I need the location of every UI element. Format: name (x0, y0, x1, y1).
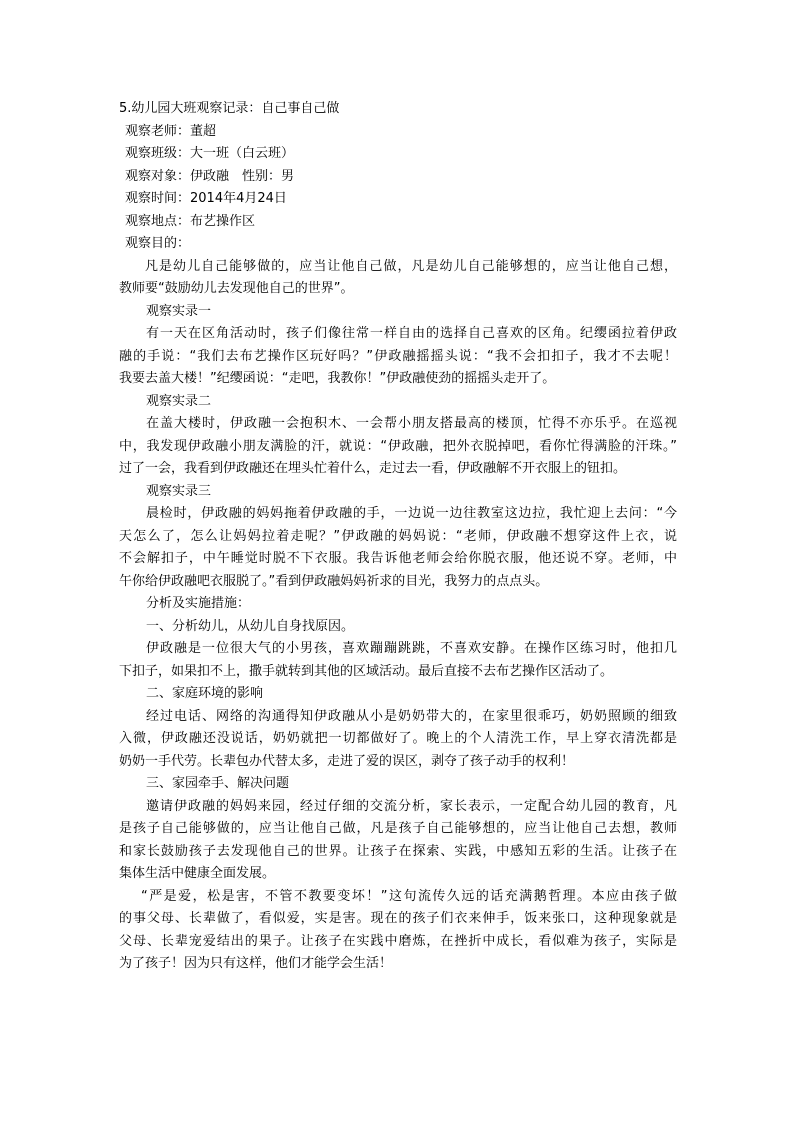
record-3-line: 不会解扣子，中午睡觉时脱不下衣服。我告诉他老师会给你脱衣服，他还说不穿。老师，中 (119, 551, 677, 566)
closing-line: “严是爱，松是害，不管不教要变坏！”这句流传久远的话充满鹅哲理。本应由孩子做 (141, 888, 677, 904)
closing-line: 为了孩子！因为只有这样，他们才能学会生活！ (119, 956, 393, 971)
record-1-line: 我要去盖大楼！”纪缨函说：“走吧，我教你！”伊政融使劲的摇摇头走开了。 (119, 371, 556, 386)
section-2-heading: 二、家庭环境的影响 (146, 686, 264, 701)
section-3-line: 是孩子自己能够做的，应当让他自己做，凡是孩子自己能够想的，应当让他自己去想，教师 (119, 821, 677, 836)
record-2-line: 过了一会，我看到伊政融还在埋头忙着什么，走过去一看，伊政融解不开衣服上的钮扣。 (119, 461, 627, 476)
record-2-heading: 观察实录二 (146, 393, 212, 409)
record-3-line: 午你给伊政融吧衣服脱了。”看到伊政融妈妈祈求的目光，我努力的点点头。 (119, 573, 549, 589)
measures-heading: 分析及实施措施： (146, 596, 251, 611)
section-3-line: 和家长鼓励孩子去发现他自己的世界。让孩子在探索、实践，中感知五彩的生活。让孩子在 (119, 843, 677, 859)
section-2-line: 入微，伊政融还没说话，奶奶就把一切都做好了。晚上的个人清洗工作，早上穿衣清洗都是 (119, 731, 677, 746)
section-3-heading: 三、家园牵手、解决问题 (146, 776, 290, 791)
observer-teacher: 观察老师：董超 (125, 123, 217, 139)
record-3-line: 天怎么了，怎么让妈妈拉着走呢？”伊政融的妈妈说：“老师，伊政融不想穿这件上衣，说 (119, 528, 677, 544)
section-3-line: 邀请伊政融的妈妈来园，经过仔细的交流分析，家长表示，一定配合幼儿园的教育，凡 (146, 798, 677, 814)
purpose-line: 教师要“鼓励幼儿去发现他自己的世界”。 (119, 281, 354, 296)
record-3-line: 晨检时，伊政融的妈妈拖着伊政融的手，一边说一边往教室这边拉，我忙迎上去问：“今 (146, 506, 677, 521)
observation-location: 观察地点：布艺操作区 (125, 213, 256, 229)
observation-date: 观察时间：2014年4月24日 (125, 191, 287, 206)
observed-class: 观察班级：大一班（白云班） (125, 146, 295, 161)
record-3-heading: 观察实录三 (146, 483, 212, 499)
closing-line: 的事父母、长辈做了，看似爱，实是害。现在的孩子们衣来伸手，饭来张口，这种现象就是 (119, 911, 677, 926)
section-2-line: 奶奶一手代劳。长辈包办代替太多，走进了爱的误区，剥夺了孩子动手的权利！ (119, 753, 575, 769)
record-2-line: 在盖大楼时，伊政融一会抱积木、一会帮小朋友搭最高的楼顶，忙得不亦乐乎。在巡视 (146, 416, 677, 431)
section-2-line: 经过电话、网络的沟通得知伊政融从小是奶奶带大的，在家里很乖巧，奶奶照顾的细致 (146, 708, 677, 724)
purpose-line: 凡是幼儿自己能够做的，应当让他自己做，凡是幼儿自己能够想的，应当让他自己想， (145, 258, 677, 274)
record-1-heading: 观察实录一 (146, 303, 212, 319)
document-page (119, 98, 677, 976)
record-2-line: 中，我发现伊政融小朋友满脸的汗，就说：“伊政融，把外衣脱掉吧，看你忙得满脸的汗珠。” (119, 438, 677, 454)
observed-child: 观察对象：伊政融 性别：男 (125, 168, 295, 184)
section-1-heading: 一、分析幼儿，从幼儿自身找原因。 (146, 618, 355, 634)
observation-purpose-label: 观察目的： (125, 236, 191, 251)
closing-line: 父母、长辈宠爱结出的果子。让孩子在实践中磨炼，在挫折中成长，看似难为孩子，实际是 (119, 933, 677, 949)
record-1-line: 有一天在区角活动时，孩子们像往常一样自由的选择自己喜欢的区角。纪缨函拉着伊政 (146, 326, 677, 341)
record-1-line: 融的手说：“我们去布艺操作区玩好吗？”伊政融摇摇头说：“我不会扣扣子，我才不去呢！ (119, 348, 677, 364)
document-title: 5.幼儿园大班观察记录：自己事自己做 (119, 101, 340, 116)
section-1-line: 伊政融是一位很大气的小男孩，喜欢蹦蹦跳跳，不喜欢安静。在操作区练习时，他扣几 (146, 641, 677, 656)
section-3-line: 集体生活中健康全面发展。 (119, 866, 276, 881)
section-1-line: 下扣子，如果扣不上，撒手就转到其他的区域活动。最后直接不去布艺操作区活动了。 (119, 663, 614, 679)
